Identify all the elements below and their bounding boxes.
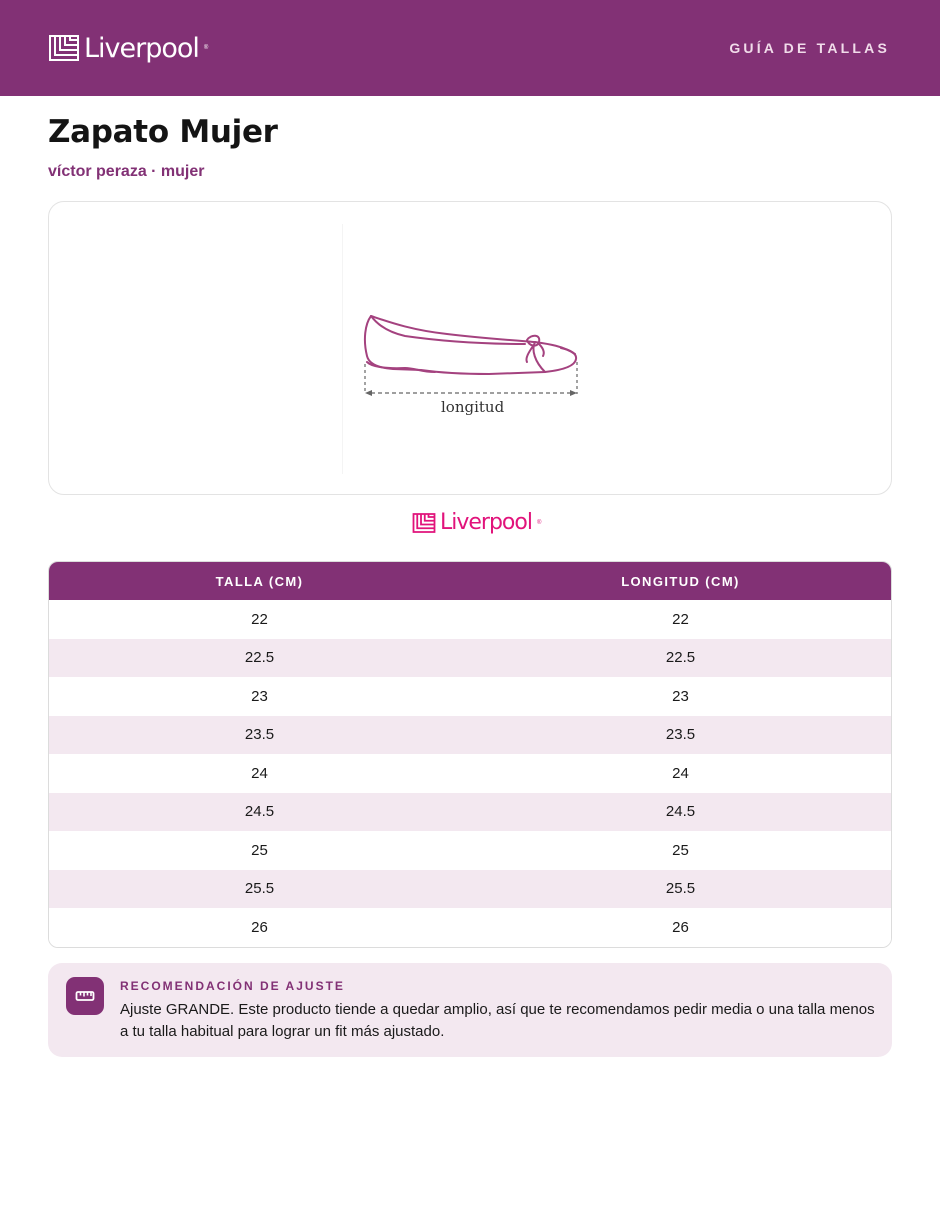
measure-label: longitud bbox=[441, 398, 505, 416]
liverpool-logo-icon bbox=[412, 512, 436, 534]
liverpool-logo-icon bbox=[48, 34, 80, 62]
size-cell: 22.5 bbox=[244, 649, 275, 667]
table-row bbox=[49, 677, 891, 716]
size-cell: 23.5 bbox=[244, 726, 275, 744]
length-cell: 22.5 bbox=[665, 649, 696, 667]
table-brand-logo bbox=[412, 512, 541, 534]
flat-shoe-outline-icon bbox=[349, 302, 589, 402]
length-cell: 24.5 bbox=[665, 803, 696, 821]
table-row bbox=[49, 793, 891, 832]
recommendation-text: Ajuste GRANDE. Este producto tiende a quedar amplio, así que te recomendamos pedir media o una talla menos a tu talla habitual para lograr un fit más ajustado. bbox=[120, 1001, 875, 1040]
table-row bbox=[49, 716, 891, 755]
table-row bbox=[49, 908, 891, 947]
size-table bbox=[48, 561, 892, 948]
length-cell: 23 bbox=[672, 687, 689, 705]
length-cell: 25 bbox=[672, 841, 689, 859]
size-guide-label: GUÍA DE TALLAS bbox=[729, 40, 890, 56]
size-table-body bbox=[49, 600, 891, 947]
length-cell: 22 bbox=[672, 610, 689, 628]
ruler-icon bbox=[66, 977, 104, 1015]
length-cell: 24 bbox=[672, 764, 689, 782]
registered-mark: ® bbox=[203, 45, 209, 51]
table-row bbox=[49, 600, 891, 639]
size-cell: 24.5 bbox=[244, 803, 275, 821]
size-cell: 24 bbox=[251, 764, 268, 782]
length-cell: 25.5 bbox=[665, 880, 696, 898]
fit-recommendation-box bbox=[48, 963, 892, 1057]
top-bar bbox=[0, 0, 940, 96]
product-subtitle: víctor peraza · mujer bbox=[48, 163, 205, 180]
size-cell: 25.5 bbox=[244, 880, 275, 898]
measurement-figure-card bbox=[48, 201, 892, 495]
page-title: Zapato Mujer bbox=[48, 114, 278, 150]
registered-mark: ® bbox=[536, 520, 542, 526]
table-row bbox=[49, 639, 891, 678]
table-row bbox=[49, 831, 891, 870]
table-row bbox=[49, 754, 891, 793]
column-header-size: TALLA (CM) bbox=[215, 573, 304, 589]
size-cell: 26 bbox=[251, 918, 268, 936]
length-cell: 23.5 bbox=[665, 726, 696, 744]
figure-divider bbox=[342, 224, 343, 474]
length-cell: 26 bbox=[672, 918, 689, 936]
recommendation-label: RECOMENDACIÓN DE AJUSTE bbox=[120, 979, 345, 993]
table-row bbox=[49, 870, 891, 909]
column-header-length: LONGITUD (CM) bbox=[621, 573, 740, 589]
liverpool-logo[interactable] bbox=[48, 34, 208, 62]
size-cell: 25 bbox=[251, 841, 268, 859]
size-cell: 23 bbox=[251, 687, 268, 705]
size-table-header bbox=[49, 562, 891, 600]
table-brand-wordmark: Liverpool bbox=[440, 510, 532, 535]
brand-wordmark: Liverpool bbox=[84, 32, 199, 64]
size-cell: 22 bbox=[251, 610, 268, 628]
